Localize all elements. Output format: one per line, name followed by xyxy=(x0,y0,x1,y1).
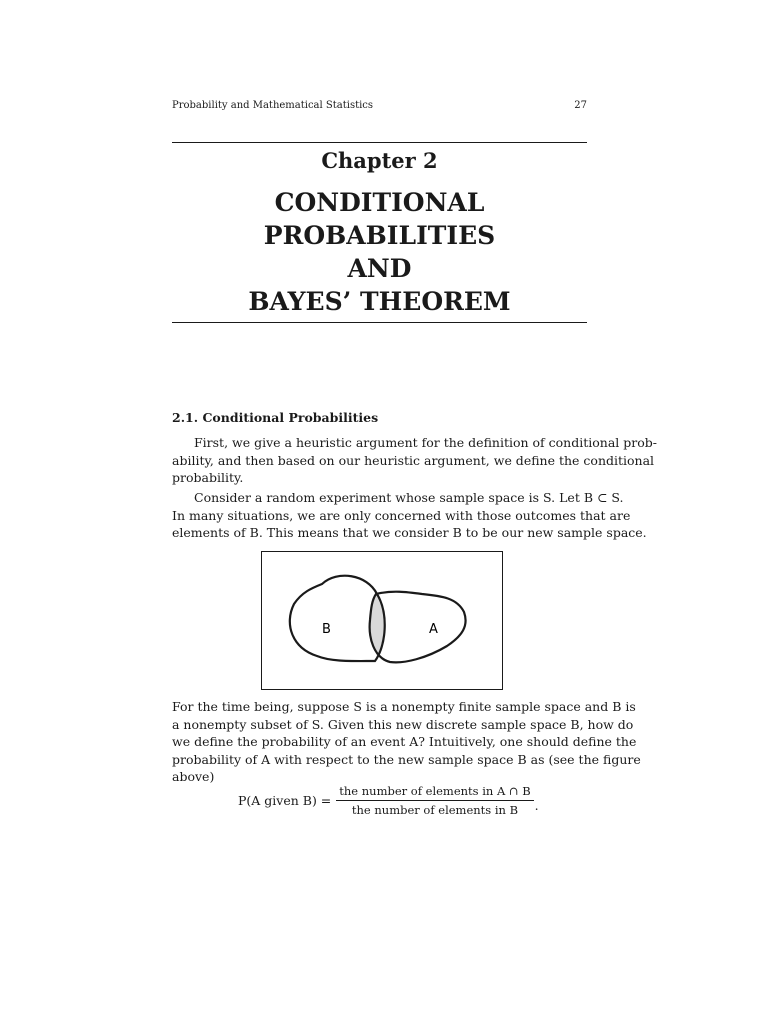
paragraph-line: a nonempty subset of S. Given this new discrete sample space B, how do xyxy=(172,716,634,732)
bottom-rule xyxy=(172,322,587,323)
top-rule xyxy=(172,142,587,143)
paragraph-line: probability. xyxy=(172,470,244,486)
running-title: Probability and Mathematical Statistics xyxy=(172,100,374,111)
venn-diagram-figure xyxy=(261,551,503,690)
chapter-label: Chapter 2 xyxy=(321,148,438,173)
paragraph-heuristic xyxy=(172,434,657,487)
paragraph-line: elements of B. This means that we consider B to be our new sample space. xyxy=(172,525,647,541)
paragraph-line: ability, and then based on our heuristic argument, we define the conditional xyxy=(172,452,655,468)
paragraph-line: In many situations, we are only concerned with those outcomes that are xyxy=(172,507,631,523)
paragraph-line: we define the probability of an event A? Intuitively, one should define the xyxy=(172,734,637,750)
chapter-title-line: BAYES’ THEOREM xyxy=(248,287,511,316)
paragraph-line: First, we give a heuristic argument for the definition of conditional prob- xyxy=(194,435,657,450)
chapter-title-line: PROBABILITIES xyxy=(263,221,496,250)
chapter-title-line: CONDITIONAL xyxy=(274,188,485,217)
page-number: 27 xyxy=(574,100,587,111)
chapter-title xyxy=(172,186,587,318)
venn-diagram xyxy=(262,552,504,691)
conditional-probability-formula xyxy=(238,784,539,817)
set-b-label: B xyxy=(322,622,331,637)
paragraph-finite-space xyxy=(172,698,641,786)
formula-denominator: the number of elements in B xyxy=(351,803,519,817)
paragraph-random-experiment xyxy=(172,489,647,542)
paragraph-line: For the time being, suppose S is a nonempty finite sample space and B is xyxy=(172,699,636,714)
section-heading: 2.1. Conditional Probabilities xyxy=(172,410,379,425)
formula-fraction xyxy=(336,784,533,817)
set-a-label: A xyxy=(429,622,438,637)
formula-period: . xyxy=(534,798,539,813)
formula-lhs: P(A given B) = xyxy=(238,793,332,808)
paragraph-line: above) xyxy=(172,769,215,785)
chapter-title-line: AND xyxy=(347,254,412,283)
running-header xyxy=(172,100,587,111)
paragraph-line: probability of A with respect to the new sample space B as (see the figure xyxy=(172,751,641,767)
formula-numerator: the number of elements in A ∩ B xyxy=(336,784,533,801)
paragraph-line: Consider a random experiment whose sample space is S. Let B ⊂ S. xyxy=(194,490,624,505)
